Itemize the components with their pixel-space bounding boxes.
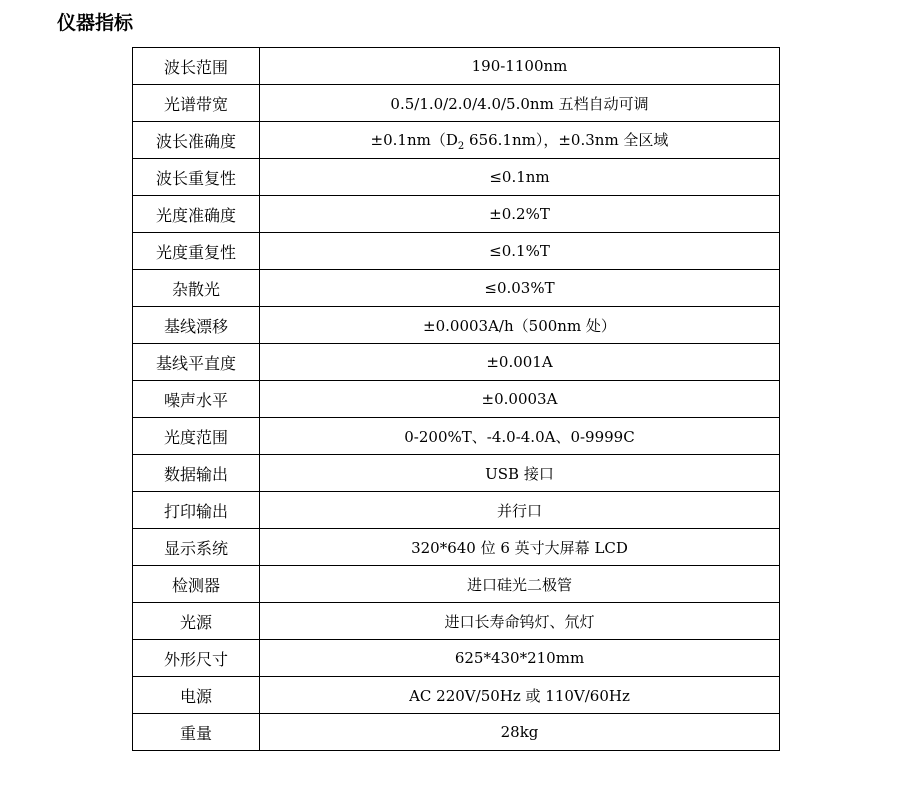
spec-value: 进口硅光二极管 (260, 566, 780, 603)
spec-row-photometric-accuracy (133, 196, 780, 233)
spec-row-light-source (133, 603, 780, 640)
spec-value: 625*430*210mm (260, 640, 780, 677)
spec-row-wavelength-accuracy (133, 122, 780, 159)
spec-name: 重量 (133, 714, 260, 751)
spec-row-stray-light (133, 270, 780, 307)
spec-value: 320*640 位 6 英寸大屏幕 LCD (260, 529, 780, 566)
spec-name: 打印输出 (133, 492, 260, 529)
spec-row-noise-level (133, 381, 780, 418)
spec-table (132, 47, 780, 751)
section-title: 仪器指标 (57, 12, 134, 34)
spec-value: 0.5/1.0/2.0/4.0/5.0nm 五档自动可调 (260, 85, 780, 122)
spec-row-print-output (133, 492, 780, 529)
spec-name: 基线漂移 (133, 307, 260, 344)
spec-value (260, 122, 780, 159)
spec-value: 进口长寿命钨灯、氘灯 (260, 603, 780, 640)
spec-row-spectral-bandwidth (133, 85, 780, 122)
spec-row-wavelength-range (133, 48, 780, 85)
spec-value: 0-200%T、-4.0-4.0A、0-9999C (260, 418, 780, 455)
spec-name: 数据输出 (133, 455, 260, 492)
spec-row-photometric-repeatability (133, 233, 780, 270)
spec-name: 噪声水平 (133, 381, 260, 418)
spec-value: USB 接口 (260, 455, 780, 492)
spec-row-dimensions (133, 640, 780, 677)
spec-value: 190-1100nm (260, 48, 780, 85)
spec-name: 光度重复性 (133, 233, 260, 270)
spec-name: 外形尺寸 (133, 640, 260, 677)
spec-name: 波长范围 (133, 48, 260, 85)
spec-value: ≤0.1nm (260, 159, 780, 196)
spec-row-display-system (133, 529, 780, 566)
spec-name: 显示系统 (133, 529, 260, 566)
spec-row-weight (133, 714, 780, 751)
spec-value-part: 656.1nm），±0.3nm 全区域 (464, 130, 669, 149)
spec-value: ±0.0003A/h（500nm 处） (260, 307, 780, 344)
spec-name: 光度准确度 (133, 196, 260, 233)
spec-name: 杂散光 (133, 270, 260, 307)
spec-name: 检测器 (133, 566, 260, 603)
spec-value: AC 220V/50Hz 或 110V/60Hz (260, 677, 780, 714)
spec-value: ±0.0003A (260, 381, 780, 418)
spec-name: 光谱带宽 (133, 85, 260, 122)
spec-value: ±0.2%T (260, 196, 780, 233)
spec-name: 光源 (133, 603, 260, 640)
spec-row-data-output (133, 455, 780, 492)
spec-table-body (133, 48, 780, 751)
spec-value: 并行口 (260, 492, 780, 529)
spec-row-baseline-drift (133, 307, 780, 344)
spec-name: 光度范围 (133, 418, 260, 455)
spec-name: 波长重复性 (133, 159, 260, 196)
spec-value: ≤0.1%T (260, 233, 780, 270)
spec-row-wavelength-repeatability (133, 159, 780, 196)
spec-name: 波长准确度 (133, 122, 260, 159)
spec-value: ≤0.03%T (260, 270, 780, 307)
spec-value: 28kg (260, 714, 780, 751)
spec-name: 基线平直度 (133, 344, 260, 381)
spec-name: 电源 (133, 677, 260, 714)
spec-row-photometric-range (133, 418, 780, 455)
spec-row-detector (133, 566, 780, 603)
spec-value-part: ±0.1nm（D (370, 130, 458, 149)
spec-value-subscript: 2 (457, 140, 465, 152)
spec-row-baseline-flatness (133, 344, 780, 381)
spec-row-power-supply (133, 677, 780, 714)
spec-value: ±0.001A (260, 344, 780, 381)
